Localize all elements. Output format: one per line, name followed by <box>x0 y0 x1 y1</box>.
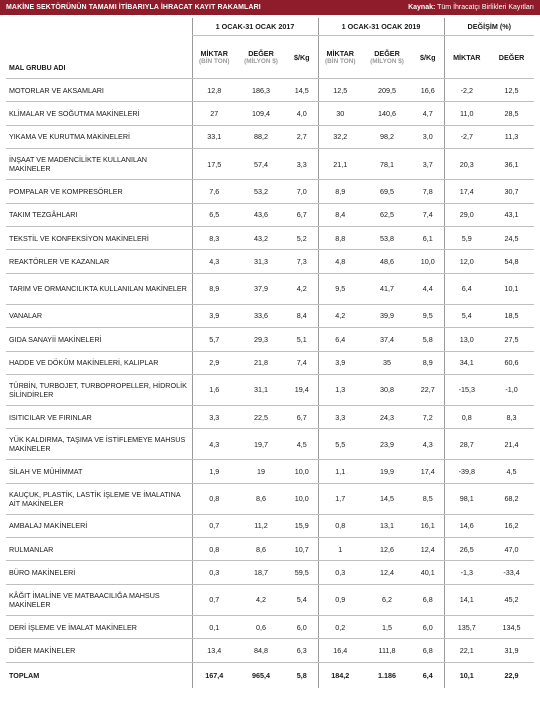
cell-miktar-2017: 6,5 <box>192 203 236 226</box>
cell-miktar-2019: 4,2 <box>318 304 362 327</box>
cell-miktar-2019: 1 <box>318 538 362 561</box>
cell-miktar-2019: 0,2 <box>318 615 362 638</box>
cell-miktar-2017: 13,4 <box>192 639 236 662</box>
cell-deger-2017: 31,1 <box>236 374 286 405</box>
cell-change-deger: 18,5 <box>489 304 534 327</box>
cell-skg-2017: 4,5 <box>286 429 318 460</box>
product-group-name: HADDE VE DÖKÜM MAKİNELERİ, KALIPLAR <box>6 351 192 374</box>
cell-skg-2019: 9,5 <box>412 304 444 327</box>
cell-skg-2017: 4,2 <box>286 273 318 304</box>
cell-skg-2019: 10,0 <box>412 250 444 273</box>
cell-deger-2017: 8,6 <box>236 538 286 561</box>
table-row <box>6 584 534 615</box>
cell-miktar-2017: 4,3 <box>192 250 236 273</box>
col-header-change-miktar: MİKTAR <box>444 36 489 79</box>
cell-skg-2017: 3,3 <box>286 149 318 180</box>
cell-change-deger: 8,3 <box>489 405 534 428</box>
cell-change-deger: 36,1 <box>489 149 534 180</box>
source-value: Tüm İhracatçı Birlikleri Kayıtları <box>437 4 534 11</box>
cell-miktar-2019: 21,1 <box>318 149 362 180</box>
table-row <box>6 483 534 514</box>
cell-miktar-2019: 12,5 <box>318 79 362 102</box>
cell-deger-2017: 53,2 <box>236 180 286 203</box>
cell-skg-2019: 6,8 <box>412 639 444 662</box>
cell-deger-2019: 111,8 <box>362 639 412 662</box>
cell-change-deger: 16,2 <box>489 514 534 537</box>
title-bar <box>0 0 540 15</box>
cell-change-miktar: 20,3 <box>444 149 489 180</box>
cell-miktar-2019: 1,7 <box>318 483 362 514</box>
product-group-name: TÜRBİN, TURBOJET, TURBOPROPELLER, HİDROLİK SİLİNDİRLER <box>6 374 192 405</box>
cell-miktar-2019: 1,1 <box>318 460 362 483</box>
product-group-name: GIDA SANAYİİ MAKİNELERİ <box>6 328 192 351</box>
cell-deger-2019: 209,5 <box>362 79 412 102</box>
cell-change-miktar: 12,0 <box>444 250 489 273</box>
cell-deger-2019: 35 <box>362 351 412 374</box>
product-group-name: TEKSTİL VE KONFEKSİYON MAKİNELERİ <box>6 226 192 249</box>
product-group-name: DERİ İŞLEME VE İMALAT MAKİNELER <box>6 615 192 638</box>
cell-change-miktar: 14,6 <box>444 514 489 537</box>
product-group-name: KAUÇUK, PLASTİK, LASTİK İŞLEME VE İMALATINA AİT MAKİNELER <box>6 483 192 514</box>
cell-skg-2017: 5,2 <box>286 226 318 249</box>
cell-deger-2017: 186,3 <box>236 79 286 102</box>
cell-skg-2017: 59,5 <box>286 561 318 584</box>
cell-change-deger: -1,0 <box>489 374 534 405</box>
table-row <box>6 615 534 638</box>
cell-skg-2017: 10,7 <box>286 538 318 561</box>
cell-miktar-2017: 0,7 <box>192 514 236 537</box>
cell-change-deger: 54,8 <box>489 250 534 273</box>
cell-skg-2019: 7,8 <box>412 180 444 203</box>
cell-change-deger: 21,4 <box>489 429 534 460</box>
cell-change-miktar: 17,4 <box>444 180 489 203</box>
cell-skg-2019: 4,3 <box>412 429 444 460</box>
cell-miktar-2017: 27 <box>192 102 236 125</box>
cell-change-deger: 31,9 <box>489 639 534 662</box>
table-row <box>6 514 534 537</box>
col-label: DEĞER <box>374 49 400 58</box>
report-title: MAKİNE SEKTÖRÜNÜN TAMAMI İTİBARIYLA İHRACAT KAYIT RAKAMLARI <box>6 4 261 11</box>
cell-miktar-2019: 16,4 <box>318 639 362 662</box>
cell-miktar-2017: 12,8 <box>192 79 236 102</box>
cell-skg-2017: 10,0 <box>286 460 318 483</box>
cell-miktar-2017: 0,7 <box>192 584 236 615</box>
product-group-name: KLİMALAR VE SOĞUTMA MAKİNELERİ <box>6 102 192 125</box>
cell-miktar-2017: 0,3 <box>192 561 236 584</box>
cell-miktar-2019: 5,5 <box>318 429 362 460</box>
cell-change-miktar: -2,7 <box>444 125 489 148</box>
cell-change-miktar: 14,1 <box>444 584 489 615</box>
cell-miktar-2019: 8,9 <box>318 180 362 203</box>
cell-skg-2017: 19,4 <box>286 374 318 405</box>
cell-miktar-2019: 0,8 <box>318 514 362 537</box>
cell-deger-2017: 19,7 <box>236 429 286 460</box>
cell-deger-2019: 37,4 <box>362 328 412 351</box>
cell-deger-2017: 37,9 <box>236 273 286 304</box>
col-label: MİKTAR <box>200 49 228 58</box>
cell-change-miktar: -2,2 <box>444 79 489 102</box>
table-row <box>6 351 534 374</box>
table-row <box>6 203 534 226</box>
cell-deger-2019: 30,8 <box>362 374 412 405</box>
cell-miktar-2017: 7,6 <box>192 180 236 203</box>
cell-skg-2019: 8,5 <box>412 483 444 514</box>
cell-deger-2019: 62,5 <box>362 203 412 226</box>
cell-deger-2019: 78,1 <box>362 149 412 180</box>
product-group-name: REAKTÖRLER VE KAZANLAR <box>6 250 192 273</box>
cell-miktar-2017: 5,7 <box>192 328 236 351</box>
cell-miktar-2017: 8,3 <box>192 226 236 249</box>
cell-skg-2017: 6,7 <box>286 405 318 428</box>
cell-miktar-2019: 0,9 <box>318 584 362 615</box>
cell-change-deger: 43,1 <box>489 203 534 226</box>
cell-skg-2019: 5,8 <box>412 328 444 351</box>
cell-change-miktar: 135,7 <box>444 615 489 638</box>
col-header-skg-2017: $/Kg <box>286 36 318 79</box>
cell-change-miktar: -15,3 <box>444 374 489 405</box>
col-header-change-deger: DEĞER <box>489 36 534 79</box>
product-group-name: TARIM VE ORMANCILIKTA KULLANILAN MAKİNELER <box>6 273 192 304</box>
cell-skg-2019: 16,6 <box>412 79 444 102</box>
cell-skg-2019: 3,0 <box>412 125 444 148</box>
table-row <box>6 460 534 483</box>
table-row <box>6 374 534 405</box>
cell-miktar-2019: 184,2 <box>318 662 362 688</box>
cell-change-deger: 11,3 <box>489 125 534 148</box>
cell-skg-2019: 6,1 <box>412 226 444 249</box>
table-row <box>6 273 534 304</box>
cell-deger-2017: 965,4 <box>236 662 286 688</box>
table-row <box>6 226 534 249</box>
table-row <box>6 639 534 662</box>
product-group-name: İNŞAAT VE MADENCİLİKTE KULLANILAN MAKİNELER <box>6 149 192 180</box>
cell-change-deger: 24,5 <box>489 226 534 249</box>
cell-deger-2019: 24,3 <box>362 405 412 428</box>
cell-change-miktar: 10,1 <box>444 662 489 688</box>
cell-skg-2017: 15,9 <box>286 514 318 537</box>
cell-miktar-2017: 0,8 <box>192 538 236 561</box>
product-group-name: DİĞER MAKİNELER <box>6 639 192 662</box>
cell-miktar-2019: 4,8 <box>318 250 362 273</box>
cell-change-deger: 47,0 <box>489 538 534 561</box>
table-row <box>6 304 534 327</box>
total-row <box>6 662 534 688</box>
cell-skg-2019: 22,7 <box>412 374 444 405</box>
col-label: DEĞER <box>248 49 274 58</box>
cell-change-miktar: -1,3 <box>444 561 489 584</box>
cell-miktar-2019: 8,4 <box>318 203 362 226</box>
product-group-name: ISITICILAR VE FIRINLAR <box>6 405 192 428</box>
table-row <box>6 149 534 180</box>
cell-change-miktar: 0,8 <box>444 405 489 428</box>
product-group-name: AMBALAJ MAKİNELERİ <box>6 514 192 537</box>
table-row <box>6 102 534 125</box>
cell-skg-2017: 6,0 <box>286 615 318 638</box>
cell-skg-2019: 8,9 <box>412 351 444 374</box>
cell-miktar-2019: 30 <box>318 102 362 125</box>
product-group-name: YIKAMA VE KURUTMA MAKİNELERİ <box>6 125 192 148</box>
cell-deger-2019: 140,6 <box>362 102 412 125</box>
cell-deger-2019: 1.186 <box>362 662 412 688</box>
cell-miktar-2017: 3,9 <box>192 304 236 327</box>
cell-deger-2019: 12,4 <box>362 561 412 584</box>
cell-change-miktar: 13,0 <box>444 328 489 351</box>
cell-skg-2017: 4,0 <box>286 102 318 125</box>
cell-deger-2017: 43,2 <box>236 226 286 249</box>
table-row <box>6 250 534 273</box>
cell-deger-2019: 14,5 <box>362 483 412 514</box>
cell-change-deger: 28,5 <box>489 102 534 125</box>
col-header-miktar-2017 <box>192 36 236 79</box>
product-group-name: MOTORLAR VE AKSAMLARI <box>6 79 192 102</box>
cell-skg-2017: 2,7 <box>286 125 318 148</box>
cell-miktar-2017: 1,9 <box>192 460 236 483</box>
cell-miktar-2017: 2,9 <box>192 351 236 374</box>
cell-deger-2019: 19,9 <box>362 460 412 483</box>
cell-skg-2017: 5,4 <box>286 584 318 615</box>
cell-change-deger: 30,7 <box>489 180 534 203</box>
col-label: MİKTAR <box>326 49 354 58</box>
col-header-miktar-2019 <box>318 36 362 79</box>
cell-skg-2019: 4,7 <box>412 102 444 125</box>
cell-miktar-2019: 0,3 <box>318 561 362 584</box>
cell-skg-2017: 10,0 <box>286 483 318 514</box>
col-unit: (BİN TON) <box>199 58 230 65</box>
product-group-name: BÜRO MAKİNELERİ <box>6 561 192 584</box>
source-note <box>408 4 534 11</box>
cell-miktar-2019: 3,9 <box>318 351 362 374</box>
cell-change-miktar: 26,5 <box>444 538 489 561</box>
table-row <box>6 125 534 148</box>
cell-skg-2017: 6,3 <box>286 639 318 662</box>
cell-miktar-2017: 33,1 <box>192 125 236 148</box>
cell-change-deger: 22,9 <box>489 662 534 688</box>
cell-miktar-2017: 0,8 <box>192 483 236 514</box>
cell-skg-2019: 6,4 <box>412 662 444 688</box>
col-unit: (MİLYON $) <box>370 58 404 65</box>
cell-deger-2017: 31,3 <box>236 250 286 273</box>
cell-change-miktar: -39,8 <box>444 460 489 483</box>
cell-skg-2017: 5,1 <box>286 328 318 351</box>
cell-deger-2019: 69,5 <box>362 180 412 203</box>
cell-deger-2019: 13,1 <box>362 514 412 537</box>
product-group-name: TAKIM TEZGÂHLARI <box>6 203 192 226</box>
cell-deger-2017: 8,6 <box>236 483 286 514</box>
cell-deger-2017: 22,5 <box>236 405 286 428</box>
table-body <box>6 79 534 689</box>
table-row <box>6 328 534 351</box>
cell-miktar-2017: 167,4 <box>192 662 236 688</box>
cell-miktar-2017: 1,6 <box>192 374 236 405</box>
cell-change-miktar: 22,1 <box>444 639 489 662</box>
cell-skg-2019: 7,2 <box>412 405 444 428</box>
table-row <box>6 405 534 428</box>
product-group-name: TOPLAM <box>6 662 192 688</box>
cell-change-deger: 68,2 <box>489 483 534 514</box>
col-header-deger-2019 <box>362 36 412 79</box>
cell-skg-2017: 5,8 <box>286 662 318 688</box>
cell-deger-2019: 6,2 <box>362 584 412 615</box>
cell-deger-2017: 0,6 <box>236 615 286 638</box>
cell-skg-2019: 12,4 <box>412 538 444 561</box>
col-header-skg-2019: $/Kg <box>412 36 444 79</box>
cell-deger-2017: 4,2 <box>236 584 286 615</box>
group-header-change: DEĞİŞİM (%) <box>444 18 534 36</box>
cell-deger-2019: 98,2 <box>362 125 412 148</box>
cell-miktar-2019: 3,3 <box>318 405 362 428</box>
cell-miktar-2019: 6,4 <box>318 328 362 351</box>
cell-skg-2017: 14,5 <box>286 79 318 102</box>
cell-deger-2017: 11,2 <box>236 514 286 537</box>
cell-change-miktar: 29,0 <box>444 203 489 226</box>
product-group-name: YÜK KALDIRMA, TAŞIMA VE İSTİFLEMEYE MAHSUS MAKİNELER <box>6 429 192 460</box>
cell-deger-2019: 41,7 <box>362 273 412 304</box>
cell-miktar-2019: 9,5 <box>318 273 362 304</box>
col-header-name: MAL GRUBU ADI <box>6 18 192 79</box>
product-group-name: RULMANLAR <box>6 538 192 561</box>
cell-deger-2017: 88,2 <box>236 125 286 148</box>
cell-skg-2019: 6,0 <box>412 615 444 638</box>
cell-miktar-2017: 4,3 <box>192 429 236 460</box>
cell-change-deger: 27,5 <box>489 328 534 351</box>
product-group-name: KÂĞIT İMALİNE VE MATBAACILIĞA MAHSUS MAKİNELER <box>6 584 192 615</box>
cell-skg-2019: 40,1 <box>412 561 444 584</box>
col-header-deger-2017 <box>236 36 286 79</box>
cell-deger-2017: 21,8 <box>236 351 286 374</box>
cell-skg-2017: 7,3 <box>286 250 318 273</box>
col-unit: (MİLYON $) <box>244 58 278 65</box>
cell-skg-2019: 6,8 <box>412 584 444 615</box>
cell-deger-2017: 57,4 <box>236 149 286 180</box>
cell-change-deger: 12,5 <box>489 79 534 102</box>
cell-skg-2017: 7,4 <box>286 351 318 374</box>
export-table <box>6 18 534 688</box>
cell-miktar-2017: 17,5 <box>192 149 236 180</box>
cell-skg-2017: 8,4 <box>286 304 318 327</box>
product-group-name: POMPALAR VE KOMPRESÖRLER <box>6 180 192 203</box>
cell-change-miktar: 5,4 <box>444 304 489 327</box>
table-row <box>6 429 534 460</box>
cell-miktar-2017: 8,9 <box>192 273 236 304</box>
cell-deger-2017: 29,3 <box>236 328 286 351</box>
cell-deger-2017: 18,7 <box>236 561 286 584</box>
cell-deger-2019: 1,5 <box>362 615 412 638</box>
table-row <box>6 79 534 102</box>
cell-deger-2017: 43,6 <box>236 203 286 226</box>
cell-deger-2019: 39,9 <box>362 304 412 327</box>
table-row <box>6 561 534 584</box>
product-group-name: VANALAR <box>6 304 192 327</box>
cell-change-deger: 60,6 <box>489 351 534 374</box>
cell-change-deger: -33,4 <box>489 561 534 584</box>
cell-change-miktar: 34,1 <box>444 351 489 374</box>
cell-skg-2019: 7,4 <box>412 203 444 226</box>
group-header-2019: 1 OCAK-31 OCAK 2019 <box>318 18 444 36</box>
group-header-2017: 1 OCAK-31 OCAK 2017 <box>192 18 318 36</box>
cell-deger-2017: 84,8 <box>236 639 286 662</box>
cell-change-miktar: 11,0 <box>444 102 489 125</box>
cell-change-deger: 134,5 <box>489 615 534 638</box>
cell-deger-2017: 33,6 <box>236 304 286 327</box>
cell-deger-2019: 12,6 <box>362 538 412 561</box>
cell-skg-2017: 7,0 <box>286 180 318 203</box>
cell-change-miktar: 5,9 <box>444 226 489 249</box>
source-label: Kaynak: <box>408 4 436 11</box>
cell-deger-2019: 53,8 <box>362 226 412 249</box>
cell-skg-2019: 3,7 <box>412 149 444 180</box>
cell-change-deger: 45,2 <box>489 584 534 615</box>
cell-skg-2019: 17,4 <box>412 460 444 483</box>
cell-deger-2017: 19 <box>236 460 286 483</box>
cell-change-miktar: 28,7 <box>444 429 489 460</box>
cell-miktar-2017: 0,1 <box>192 615 236 638</box>
table-row <box>6 538 534 561</box>
cell-skg-2019: 16,1 <box>412 514 444 537</box>
cell-deger-2017: 109,4 <box>236 102 286 125</box>
cell-change-deger: 10,1 <box>489 273 534 304</box>
cell-skg-2019: 4,4 <box>412 273 444 304</box>
cell-change-miktar: 98,1 <box>444 483 489 514</box>
cell-change-deger: 4,5 <box>489 460 534 483</box>
cell-deger-2019: 23,9 <box>362 429 412 460</box>
cell-deger-2019: 48,6 <box>362 250 412 273</box>
col-unit: (BİN TON) <box>325 58 356 65</box>
product-group-name: SİLAH VE MÜHİMMAT <box>6 460 192 483</box>
cell-miktar-2019: 32,2 <box>318 125 362 148</box>
cell-skg-2017: 6,7 <box>286 203 318 226</box>
cell-miktar-2017: 3,3 <box>192 405 236 428</box>
cell-miktar-2019: 8,8 <box>318 226 362 249</box>
table-row <box>6 180 534 203</box>
cell-change-miktar: 6,4 <box>444 273 489 304</box>
cell-miktar-2019: 1,3 <box>318 374 362 405</box>
